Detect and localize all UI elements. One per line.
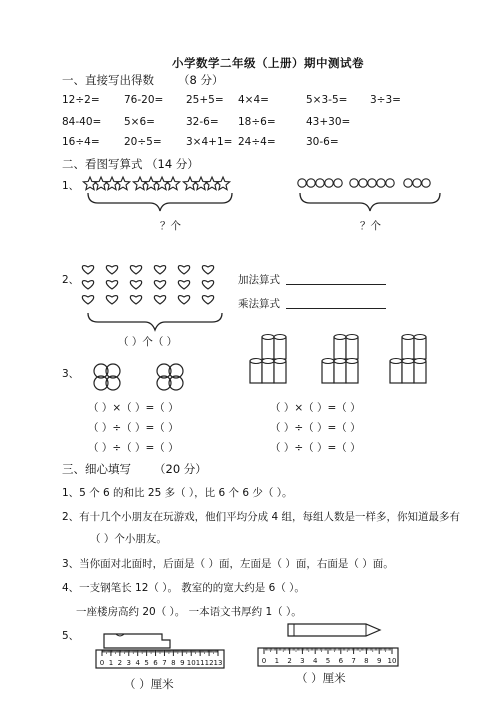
ruler-tick-label: 3 xyxy=(126,659,132,667)
brace-right-label: ？个 xyxy=(360,220,381,232)
multiplication-label: 乘法算式 xyxy=(238,298,280,310)
question-3-2a: 2、有十几个小朋友在玩游戏，他们平均分成 4 组，每组人数是一样多，你知道最多有 xyxy=(62,511,461,523)
section-3-heading: 三、细心填写 xyxy=(62,462,131,476)
question-3-2b: （ ）个小朋友。 xyxy=(90,533,167,545)
section-2-heading: 二、看图写算式 xyxy=(62,157,143,171)
ruler-tick-label: 11 xyxy=(195,659,205,667)
question-3-5-label: 5、 xyxy=(62,630,80,642)
ruler-tick-label: 13 xyxy=(213,659,223,667)
question-3-1: 1、5 个 6 的和比 25 多（ ），比 6 个 6 少（ ）。 xyxy=(62,487,293,499)
question-2-1-label: 1、 xyxy=(62,180,80,192)
brace-left-label: ？个 xyxy=(160,220,181,232)
ruler-tick-label: 6 xyxy=(338,657,344,665)
ruler-tick-label: 8 xyxy=(171,659,176,667)
arithmetic-problem: 12÷2= xyxy=(62,94,100,106)
ruler-tick-label: 4 xyxy=(135,659,140,667)
ruler-tick-label: 9 xyxy=(180,659,185,667)
ruler-tick-label: 6 xyxy=(153,659,158,667)
answer-left: （ ）厘米 xyxy=(124,677,174,691)
question-3-3: 3、当你面对北面时，后面是（ ）面，左面是（ ）面，右面是（ ）面。 xyxy=(62,558,394,570)
arithmetic-problem: 24÷4= xyxy=(238,136,276,148)
ruler-tick-label: 2 xyxy=(287,657,292,665)
ruler-tick-label: 0 xyxy=(261,657,267,665)
arithmetic-problem: 20÷5= xyxy=(124,136,162,148)
arithmetic-problem: 3×4+1= xyxy=(186,136,233,148)
ruler-tick-label: 8 xyxy=(364,657,369,665)
arithmetic-problem: 4×4= xyxy=(238,94,269,106)
arithmetic-problem: 16÷4= xyxy=(62,136,100,148)
arithmetic-problem: 5×6= xyxy=(124,116,155,128)
section-3-points: （20 分） xyxy=(154,462,207,476)
ruler-tick-label: 5 xyxy=(325,657,331,665)
ruler-tick-label: 0 xyxy=(99,659,105,667)
ruler-tick-label: 7 xyxy=(162,659,167,667)
ruler-tick-label: 9 xyxy=(376,657,382,665)
arithmetic-problem: 5×3-5= xyxy=(306,94,348,106)
arithmetic-problem: 84-40= xyxy=(62,116,102,128)
page-title: 小学数学二年级（上册）期中测试卷 xyxy=(172,56,364,70)
q3-left-row-3: （ ）÷（ ）=（ ） xyxy=(88,442,179,454)
q3-right-row-1: （ ）×（ ）=（ ） xyxy=(270,402,361,414)
ruler-tick-label: 7 xyxy=(351,657,356,665)
arithmetic-problem: 76-20= xyxy=(124,94,164,106)
ruler-tick-label: 10 xyxy=(387,657,397,665)
ruler-tick-label: 1 xyxy=(108,659,114,667)
arithmetic-problem: 30-6= xyxy=(306,136,339,148)
question-2-3-label: 3、 xyxy=(62,368,80,380)
ruler-tick-label: 1 xyxy=(274,657,280,665)
q3-right-row-3: （ ）÷（ ）=（ ） xyxy=(270,442,361,454)
addition-label: 加法算式 xyxy=(238,274,280,286)
question-3-4b: 一座楼房高约 20（ ）。 一本语文书厚约 1（ ）。 xyxy=(76,606,302,618)
hearts-count-blanks: （ ）个（ ） xyxy=(118,336,178,348)
arithmetic-problem: 18÷6= xyxy=(238,116,276,128)
section-2-points: （14 分） xyxy=(146,157,199,171)
question-3-4a: 4、一支钢笔长 12（ ）。 教室的的宽大约是 6（ ）。 xyxy=(62,582,305,594)
q3-right-row-2: （ ）÷（ ）=（ ） xyxy=(270,422,361,434)
answer-right: （ ）厘米 xyxy=(296,671,346,685)
ruler-tick-label: 4 xyxy=(312,657,318,665)
ruler-tick-label: 10 xyxy=(186,659,196,667)
arithmetic-problem: 25+5= xyxy=(186,94,224,106)
q3-left-row-2: （ ）÷（ ）=（ ） xyxy=(88,422,179,434)
ruler-tick-label: 5 xyxy=(144,659,149,667)
section-1-heading: 一、直接写出得数 xyxy=(62,73,154,87)
arithmetic-problem: 43+30= xyxy=(306,116,351,128)
arithmetic-problem: 3÷3= xyxy=(370,94,401,106)
ruler-tick-label: 3 xyxy=(300,657,305,665)
q3-left-row-1: （ ）×（ ）=（ ） xyxy=(88,402,179,414)
question-2-2-label: 2、 xyxy=(62,274,80,286)
section-1-points: （8 分） xyxy=(178,73,224,87)
arithmetic-problem: 32-6= xyxy=(186,116,219,128)
ruler-tick-label: 2 xyxy=(117,659,123,667)
ruler-tick-label: 12 xyxy=(204,659,214,667)
